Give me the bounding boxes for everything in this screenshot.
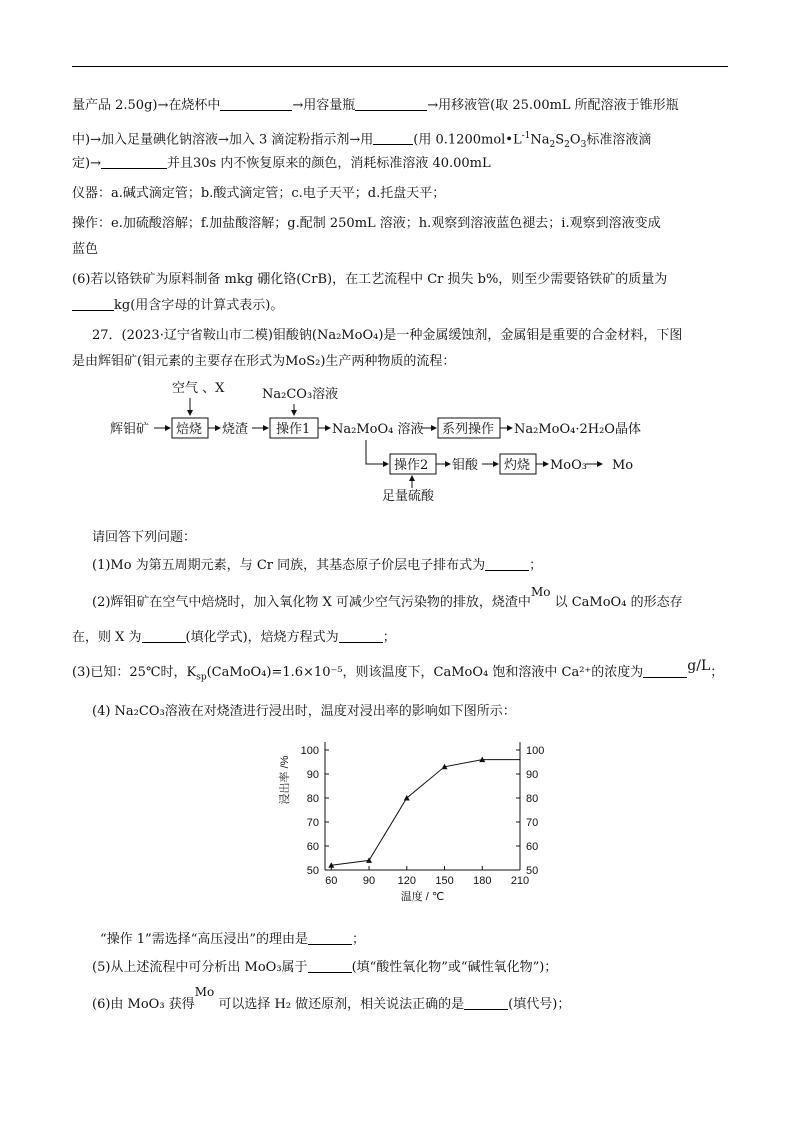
- x-tick-label: 120: [397, 875, 416, 887]
- process-flow-diagram: [0, 0, 800, 520]
- text-line: (2)辉钼矿在空气中焙烧时，加入氧化物 X 可减少空气污染物的排放，烧渣中Mo 以 CaMoO₄ 的形态存: [92, 585, 683, 610]
- x-tick-label: 150: [435, 875, 454, 887]
- label-series: 系列操作: [442, 422, 495, 437]
- label-burn: 灼烧: [504, 458, 531, 473]
- data-point: [366, 857, 372, 863]
- text-line: (3)已知：25℃时，$K_{sp}(CaMoO_4)=1.6\times 10^{-5}$，则该温度下，CaMoO₄ 饱和溶液中 Ca²⁺的浓度为 g/L；: [72, 658, 724, 683]
- text-line: (6)若以铬铁矿为原料制备 mkg 硼化铬(CrB)，在工艺流程中 Cr 损失 b%，则至少需要铬铁矿的质量为: [72, 272, 668, 287]
- x-tick-label: 180: [473, 875, 492, 887]
- y-tick-label-left: 90: [306, 769, 319, 781]
- text-line: 请回答下列问题：: [92, 530, 197, 545]
- label-na2moo4: Na₂MoO₄ 溶液: [332, 422, 424, 437]
- y-tick-label-left: 60: [306, 841, 319, 853]
- text-line: 在，则 X 为 (填化学式)，焙烧方程式为 ；: [72, 630, 396, 645]
- text-line: (1)Mo 为第五周期元素，与 Cr 同族，其基态原子价层电子排布式为 ；: [92, 558, 543, 573]
- x-tick-label: 210: [510, 875, 530, 887]
- label-slag: 烧渣: [222, 422, 249, 437]
- label-h2so4: 足量硫酸: [382, 489, 435, 504]
- x-axis-label: 温度 / ℃: [400, 891, 445, 903]
- label-roast: 焙烧: [176, 422, 203, 437]
- text-line: 是由辉钼矿(钼元素的主要存在形式为MoS₂)生产两种物质的流程：: [72, 354, 456, 369]
- y-axis-label: 浸出率 /%: [279, 755, 291, 805]
- y-tick-label-left: 100: [300, 745, 319, 757]
- label-op1: 操作1: [276, 422, 311, 437]
- y-tick-label-right: 100: [526, 745, 545, 757]
- y-tick-label-right: 70: [526, 817, 539, 829]
- label-crystal: Na₂MoO₄·2H₂O晶体: [514, 422, 641, 437]
- label-air-x: 空气 、X: [172, 381, 225, 396]
- text-line: (6)由 MoO₃ 获得Mo 可以选择 H₂ 做还原剂，相关说法正确的是 (填代号)；: [92, 985, 571, 1012]
- label-mo: Mo: [612, 458, 634, 473]
- y-tick-label-right: 80: [526, 793, 539, 805]
- question-27-heading: 27．(2023·辽宁省鞍山市二模)钼酸钠(Na₂MoO₄)是一种金属缓蚀剂，金属钼是重要的合金材料，下图: [92, 328, 683, 343]
- text-line: (4) Na₂CO₃溶液在对烧渣进行浸出时，温度对浸出率的影响如下图所示：: [92, 704, 516, 719]
- y-tick-label-left: 70: [306, 817, 319, 829]
- x-tick-label: 60: [325, 875, 338, 887]
- text-line: 量产品 2.50g)→在烧杯中 →用容量瓶 →用移液管(取 25.00mL 所配溶液于锥形瓶: [72, 98, 679, 113]
- text-line: “操作 1”需选择“高压浸出”的理由是 ；: [100, 932, 366, 947]
- text-line: 仪器：a.碱式滴定管；b.酸式滴定管；c.电子天平；d.托盘天平；: [72, 186, 446, 201]
- y-tick-label-left: 80: [306, 793, 319, 805]
- y-tick-label-right: 60: [526, 841, 539, 853]
- y-tick-label-left: 50: [306, 865, 319, 877]
- text-line: 中)→加入足量碘化钠溶液→加入 3 滴淀粉指示剂→用 (用 $0.1200mol•L^{-1}Na_2S_2O_3$标准溶液滴: [72, 131, 652, 150]
- label-na2co3: Na₂CO₃溶液: [262, 387, 339, 402]
- leach-rate-chart: [270, 720, 560, 920]
- label-acid: 钼酸: [452, 458, 479, 473]
- text-line: 定)→ 并且30s 内不恢复原来的颜色，消耗标准溶液 40.00mL: [72, 156, 491, 171]
- text-line: 操作：e.加硫酸溶解；f.加盐酸溶解；g.配制 250mL 溶液；h.观察到溶液蓝色褪去；i.观察到溶液变成: [72, 216, 661, 231]
- series-line: [331, 760, 520, 866]
- arrow-branch: [366, 440, 388, 464]
- x-tick-label: 90: [362, 875, 376, 887]
- y-tick-label-right: 50: [526, 865, 539, 877]
- label-op2: 操作2: [394, 458, 429, 473]
- text-line: 蓝色: [72, 242, 99, 257]
- text-line: kg(用含字母的计算式表示)。: [72, 296, 728, 316]
- y-tick-label-right: 90: [526, 769, 539, 781]
- label-moo3: MoO₃: [550, 458, 588, 473]
- text-line: (5)从上述流程中可分析出 MoO₃属于 (填“酸性氧化物”或“碱性氧化物”)；: [92, 960, 558, 975]
- label-ore: 辉钼矿: [110, 422, 150, 437]
